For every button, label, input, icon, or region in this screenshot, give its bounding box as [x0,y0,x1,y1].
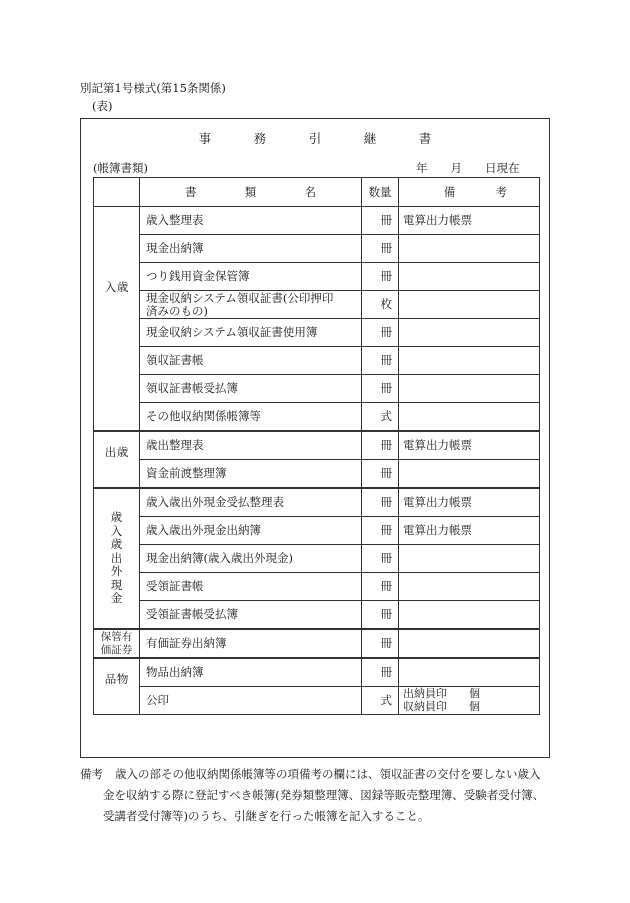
doc-unit: 枚 [362,291,399,319]
doc-unit: 冊 [362,460,399,489]
doc-remark [399,573,540,601]
section-revenue-label: 歳 入 [103,281,130,431]
table-row [94,235,540,263]
section-expenditure-label: 歳 出 [103,446,130,495]
doc-name: 物品出納簿 [140,658,362,687]
doc-name: 歳入歳出外現金出納簿 [140,517,362,545]
section-external-cash-label [111,511,123,606]
table-row [94,517,540,545]
table-row [94,687,540,715]
table-row [94,207,540,235]
table-row [94,488,540,517]
note-block [80,764,560,827]
table-row [94,403,540,432]
section-securities [94,629,140,658]
section-securities-line: 保管有 [100,631,133,644]
doc-name: その他収納関係帳簿等 [140,403,362,432]
header-name: 書 類 名 [140,178,362,207]
doc-unit: 冊 [362,488,399,517]
doc-unit: 冊 [362,319,399,347]
doc-remark [399,235,540,263]
doc-unit: 冊 [362,431,399,460]
header-remarks: 備 考 [399,178,540,207]
table-row [94,291,540,319]
doc-unit: 冊 [362,601,399,630]
table-row [94,545,540,573]
ledger-table [93,177,540,722]
doc-unit: 冊 [362,658,399,687]
doc-remark: 電算出力帳票 [399,488,540,517]
doc-name: 資金前渡整理簿 [140,460,362,489]
doc-name: 受領証書帳 [140,573,362,601]
doc-name: 公印 [140,687,362,715]
note-line: 金を収納する際に登記すべき帳簿(発券類整理簿、図録等販売整理簿、受験者受付簿、 [103,788,545,802]
table-row [94,601,540,630]
form-id: 別記第1号様式(第15条関係) [80,81,226,95]
table-row [94,347,540,375]
doc-name-line: 現金収納システム領収証書(公印押印 [146,291,334,306]
doc-name: 歳出整理表 [140,431,362,460]
section-char: 歳 [110,537,123,552]
doc-name: 現金出納簿(歳入歳出外現金) [140,545,362,573]
table-row [94,629,540,658]
doc-remark: 電算出力帳票 [399,207,540,235]
table-row [94,573,540,601]
doc-name: つり銭用資金保管簿 [140,263,362,291]
table-row [94,658,540,687]
doc-name-line: 済みのもの) [146,303,208,318]
note-line: 受講者受付簿等)のうち、引継ぎを行った帳簿を記入すること。 [103,809,430,823]
note-line [80,764,560,785]
doc-remark [399,291,540,319]
doc-remark [399,545,540,573]
doc-remark [399,347,540,375]
section-char: 入 [110,523,123,538]
doc-unit: 冊 [362,235,399,263]
doc-unit: 冊 [362,375,399,403]
doc-remark: 電算出力帳票 [399,431,540,460]
header-section-blank [94,178,140,207]
table-row [94,460,540,489]
doc-name: 現金収納システム領収証書使用簿 [140,319,362,347]
table-row [94,263,540,291]
doc-unit: 冊 [362,517,399,545]
doc-unit: 冊 [362,207,399,235]
section-char: 歳 [110,510,123,525]
section-char: 外 [110,564,123,579]
doc-remark [399,460,540,489]
seal-remark-line: 出納員印 個 [403,687,480,701]
doc-remark [399,403,540,432]
doc-name: 領収証書帳 [140,347,362,375]
section-char: 出 [110,550,123,565]
doc-remark [399,629,540,658]
section-external-cash [94,488,140,629]
doc-remark [399,263,540,291]
section-revenue [94,207,140,432]
doc-unit: 冊 [362,573,399,601]
doc-name: 領収証書帳受払簿 [140,375,362,403]
section-goods [94,658,140,722]
doc-remark: 電算出力帳票 [399,517,540,545]
doc-name: 歳入整理表 [140,207,362,235]
doc-name: 有価証券出納簿 [140,629,362,658]
doc-name: 歳入歳出外現金受払整理表 [140,488,362,517]
doc-remark [399,601,540,630]
section-expenditure [94,431,140,495]
doc-name: 受領証書帳受払簿 [140,601,362,630]
table-row [94,375,540,403]
section-char: 金 [110,591,123,606]
doc-remark [399,658,540,687]
category-label: (帳簿書類) [93,161,148,175]
seal-remark-line: 収納員印 個 [403,699,480,713]
doc-remark [399,319,540,347]
doc-unit: 式 [362,403,399,432]
table-row [94,319,540,347]
doc-unit: 冊 [362,545,399,573]
date-label: 年 月 日現在 [416,161,520,175]
table-row [94,431,540,460]
doc-unit: 冊 [362,629,399,658]
doc-remark [399,375,540,403]
form-side: (表) [92,99,113,113]
note-text: 歳入の部その他収納関係帳簿等の項備考の欄には、領収証書の交付を要しない歳入 [115,767,541,781]
header-qty: 数量 [362,178,399,207]
doc-name: 現金出納簿 [140,235,362,263]
doc-unit: 式 [362,687,399,715]
doc-unit: 冊 [362,263,399,291]
doc-name [140,291,362,319]
doc-unit: 冊 [362,347,399,375]
section-securities-line: 価証券 [100,643,133,656]
header-row [94,178,540,207]
note-label: 備考 [80,767,103,781]
section-goods-label: 物 品 [103,673,130,722]
page-title: 事 務 引 継 書 [198,131,447,146]
doc-remark [399,687,540,715]
section-char: 現 [110,577,123,592]
